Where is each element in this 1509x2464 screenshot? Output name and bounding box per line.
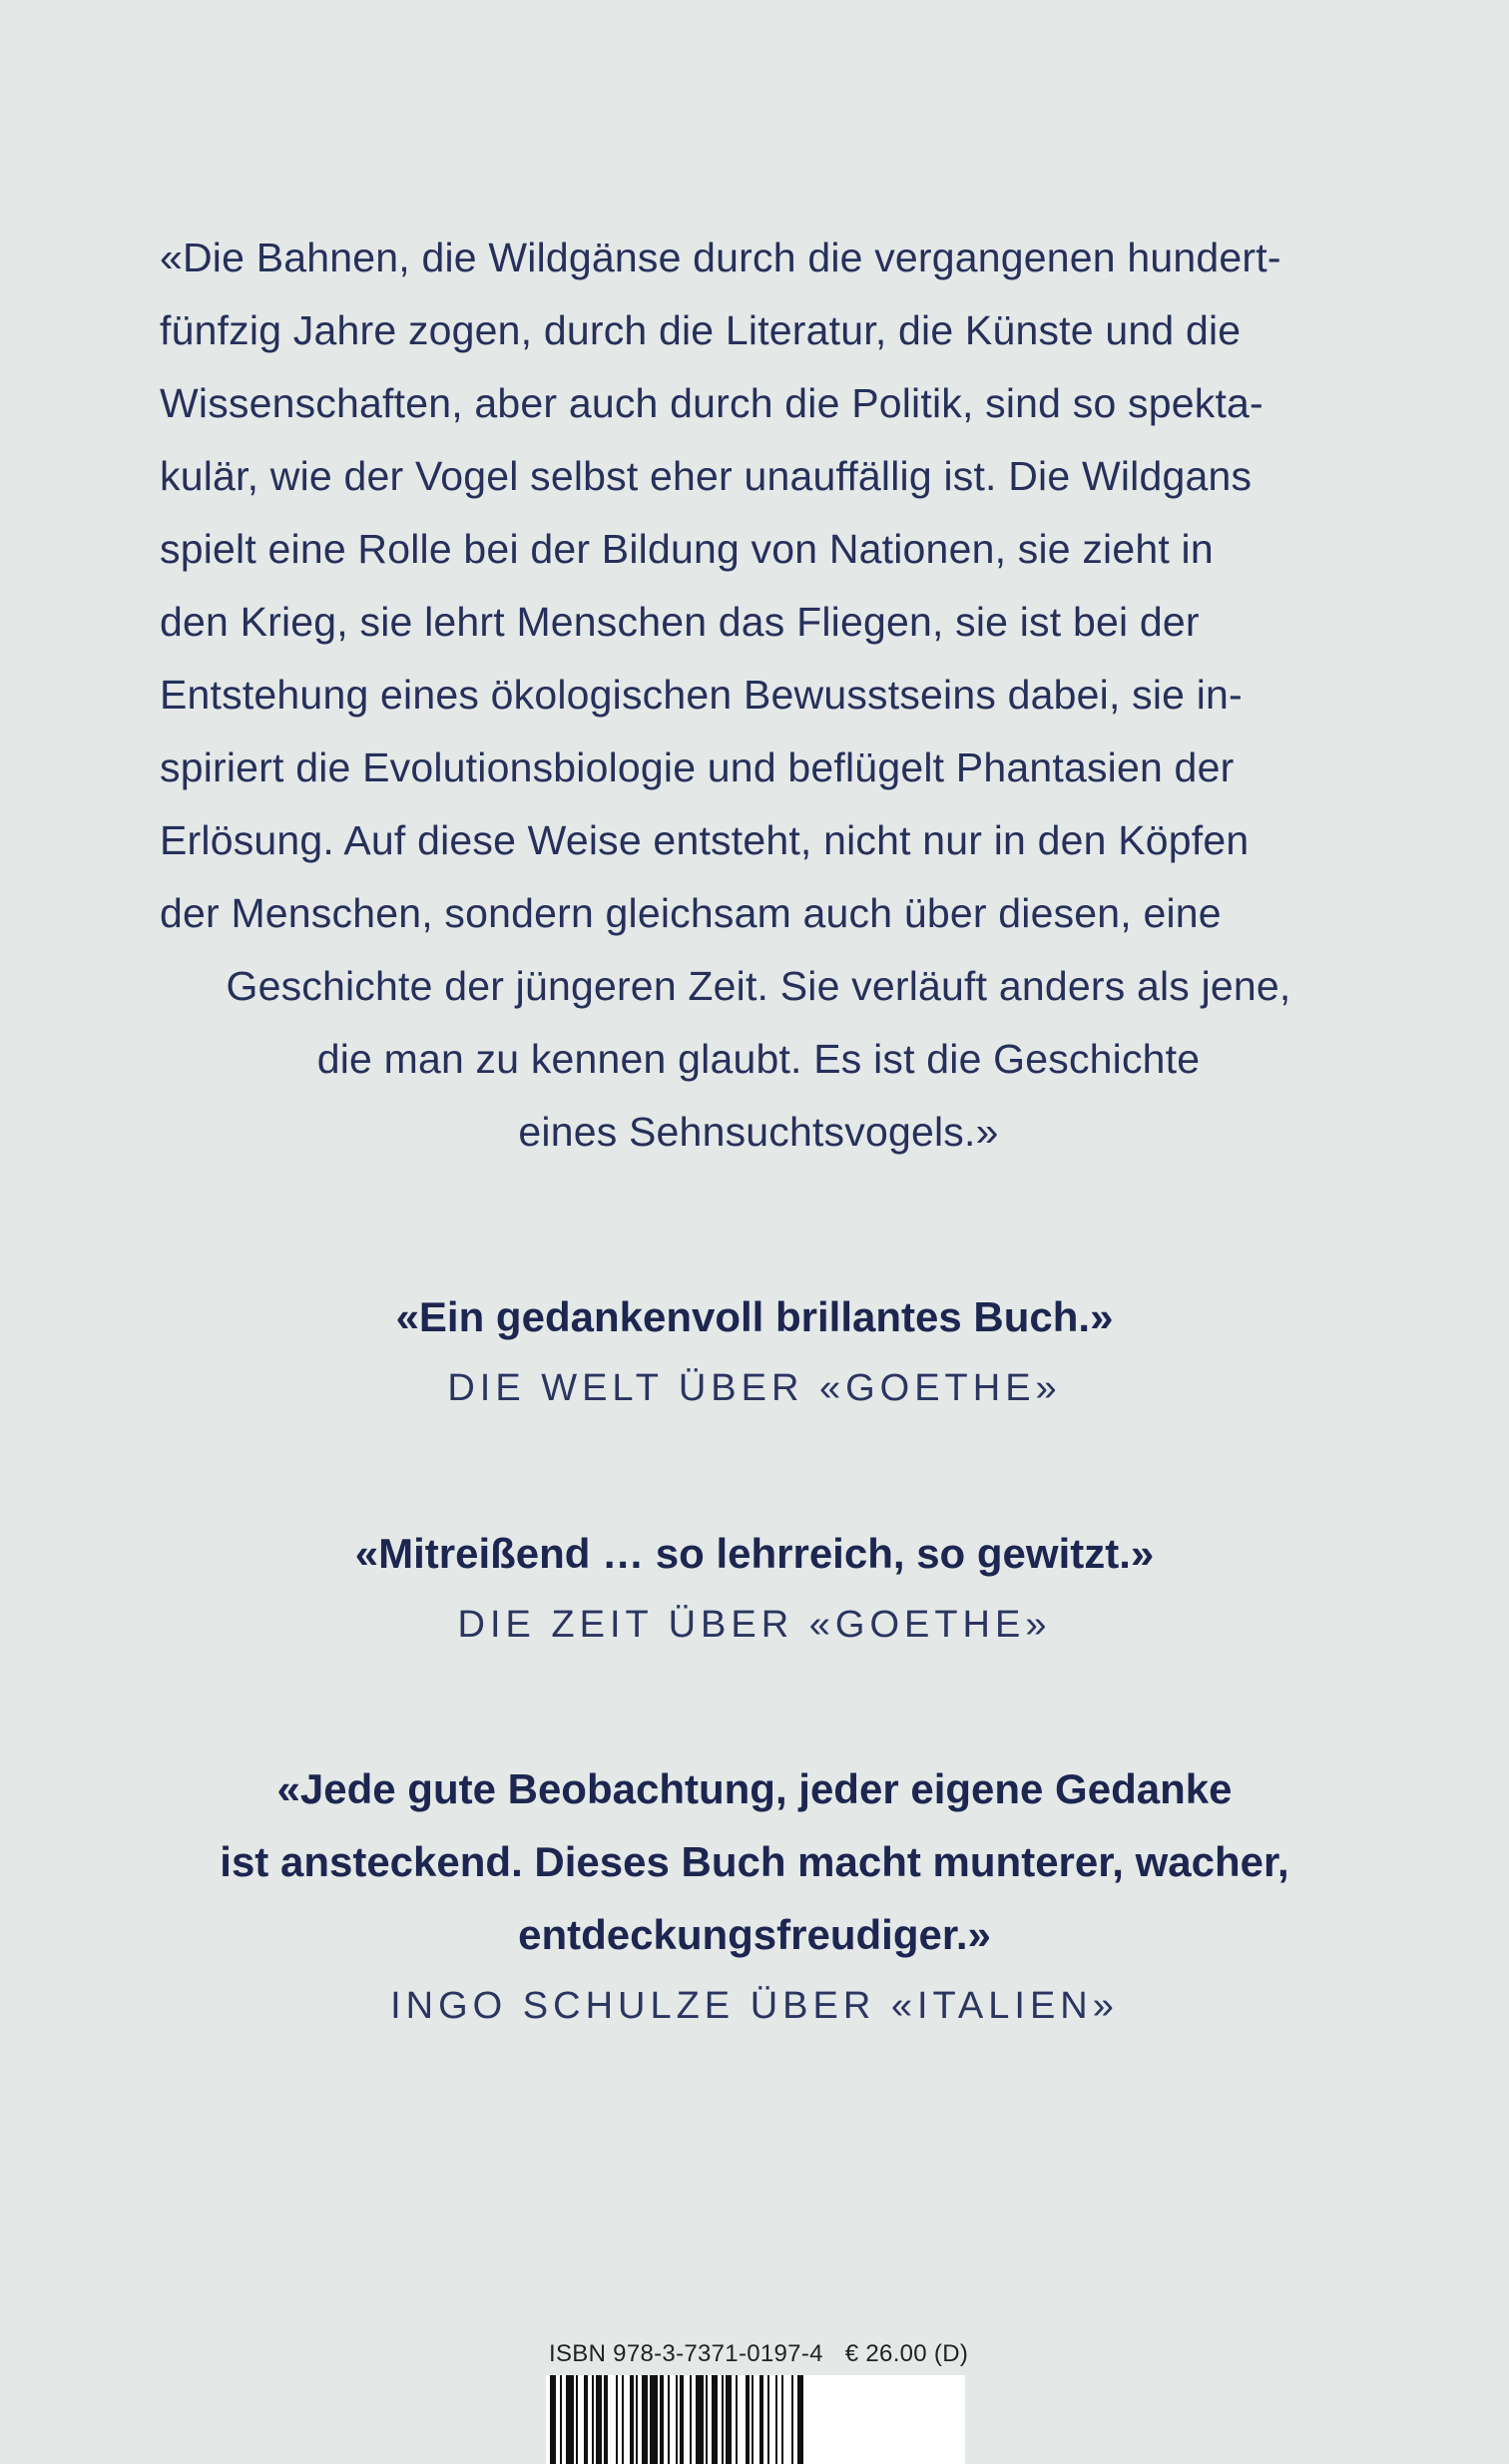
barcode-bar (596, 2375, 602, 2464)
barcode-bar (660, 2375, 664, 2464)
barcode-bar (690, 2375, 692, 2464)
quote-attribution: DIE ZEIT ÜBER «GOETHE» (457, 1604, 1052, 1646)
blurb-text (160, 222, 1357, 1169)
barcode-bar (726, 2375, 732, 2464)
barcode-graphic (546, 2375, 965, 2464)
blurb-line: fünfzig Jahre zogen, durch die Literatur, die Künste und die (160, 307, 1242, 353)
barcode-bar (706, 2375, 708, 2464)
barcode-bar (584, 2375, 588, 2464)
quote-text: entdeckungsfreudiger.» (518, 1911, 991, 1958)
review-quote-2 (0, 1517, 1509, 1647)
review-quote-1 (0, 1280, 1509, 1410)
barcode-bar (791, 2375, 793, 2464)
quote-text: «Mitreißend … so lehrreich, so gewitzt.» (354, 1530, 1155, 1577)
barcode-bar (722, 2375, 724, 2464)
barcode-bar (746, 2375, 750, 2464)
barcode-bar (797, 2375, 803, 2464)
barcode-bar (712, 2375, 718, 2464)
barcode-bar (550, 2375, 556, 2464)
review-quote-3 (0, 1752, 1509, 2028)
barcode-bar (752, 2375, 754, 2464)
barcode-bar (781, 2375, 783, 2464)
barcode-bar (576, 2375, 578, 2464)
barcode-bar (630, 2375, 634, 2464)
blurb-line: kulär, wie der Vogel selbst eher unauffällig ist. Die Wildgans (160, 453, 1253, 499)
blurb-line: der Menschen, sondern gleichsam auch über diesen, eine (160, 890, 1222, 936)
quote-text: «Ein gedankenvoll brillantes Buch.» (395, 1293, 1114, 1340)
barcode-bar (668, 2375, 670, 2464)
blurb-line: spielt eine Rolle bei der Bildung von Nationen, sie zieht in (160, 526, 1214, 572)
blurb-line: Geschichte der jüngeren Zeit. Sie verläuft anders als jene, (226, 963, 1291, 1009)
barcode-bar (642, 2375, 648, 2464)
barcode-bar (767, 2375, 769, 2464)
barcode-bar (676, 2375, 678, 2464)
barcode-bar (592, 2375, 594, 2464)
isbn-number: ISBN 978-3-7371-0197-4 (549, 2340, 823, 2367)
blurb-line: spiriert die Evolutionsbiologie und beflügelt Phantasien der (160, 744, 1235, 790)
barcode-bar (650, 2375, 658, 2464)
quote-attribution: INGO SCHULZE ÜBER «ITALIEN» (390, 1985, 1119, 2027)
barcode-bar (604, 2375, 608, 2464)
quote-attribution: DIE WELT ÜBER «GOETHE» (447, 1367, 1062, 1409)
barcode-bar (560, 2375, 562, 2464)
barcode-bar (775, 2375, 777, 2464)
barcode-bar (680, 2375, 684, 2464)
blurb-line: «Die Bahnen, die Wildgänse durch die vergangenen hundert- (160, 235, 1281, 280)
barcode-bar (622, 2375, 624, 2464)
blurb-line: Erlösung. Auf diese Weise entsteht, nicht nur in den Köpfen (160, 817, 1250, 863)
barcode-bar (616, 2375, 618, 2464)
blurb-line: die man zu kennen glaubt. Es ist die Geschichte (316, 1036, 1201, 1082)
blurb-line: eines Sehnsuchtsvogels.» (518, 1109, 999, 1155)
barcode-bar (736, 2375, 738, 2464)
barcode-bar (696, 2375, 704, 2464)
blurb-line: den Krieg, sie lehrt Menschen das Fliegen, sie ist bei der (160, 599, 1200, 645)
barcode-icon (546, 2375, 965, 2464)
quote-text: «Jede gute Beobachtung, jeder eigene Gedanke (276, 1765, 1233, 1812)
book-price: € 26.00 (D) (844, 2340, 969, 2367)
barcode-bar (636, 2375, 638, 2464)
blurb-line: Wissenschaften, aber auch durch die Politik, sind so spekta- (160, 380, 1263, 426)
barcode-bar (759, 2375, 763, 2464)
blurb-line: Entstehung eines ökologischen Bewusstseins dabei, sie in- (160, 672, 1243, 718)
barcode-bar (566, 2375, 574, 2464)
isbn-line (549, 2340, 990, 2368)
quote-text: ist ansteckend. Dieses Buch macht munterer, wacher, (220, 1838, 1289, 1885)
